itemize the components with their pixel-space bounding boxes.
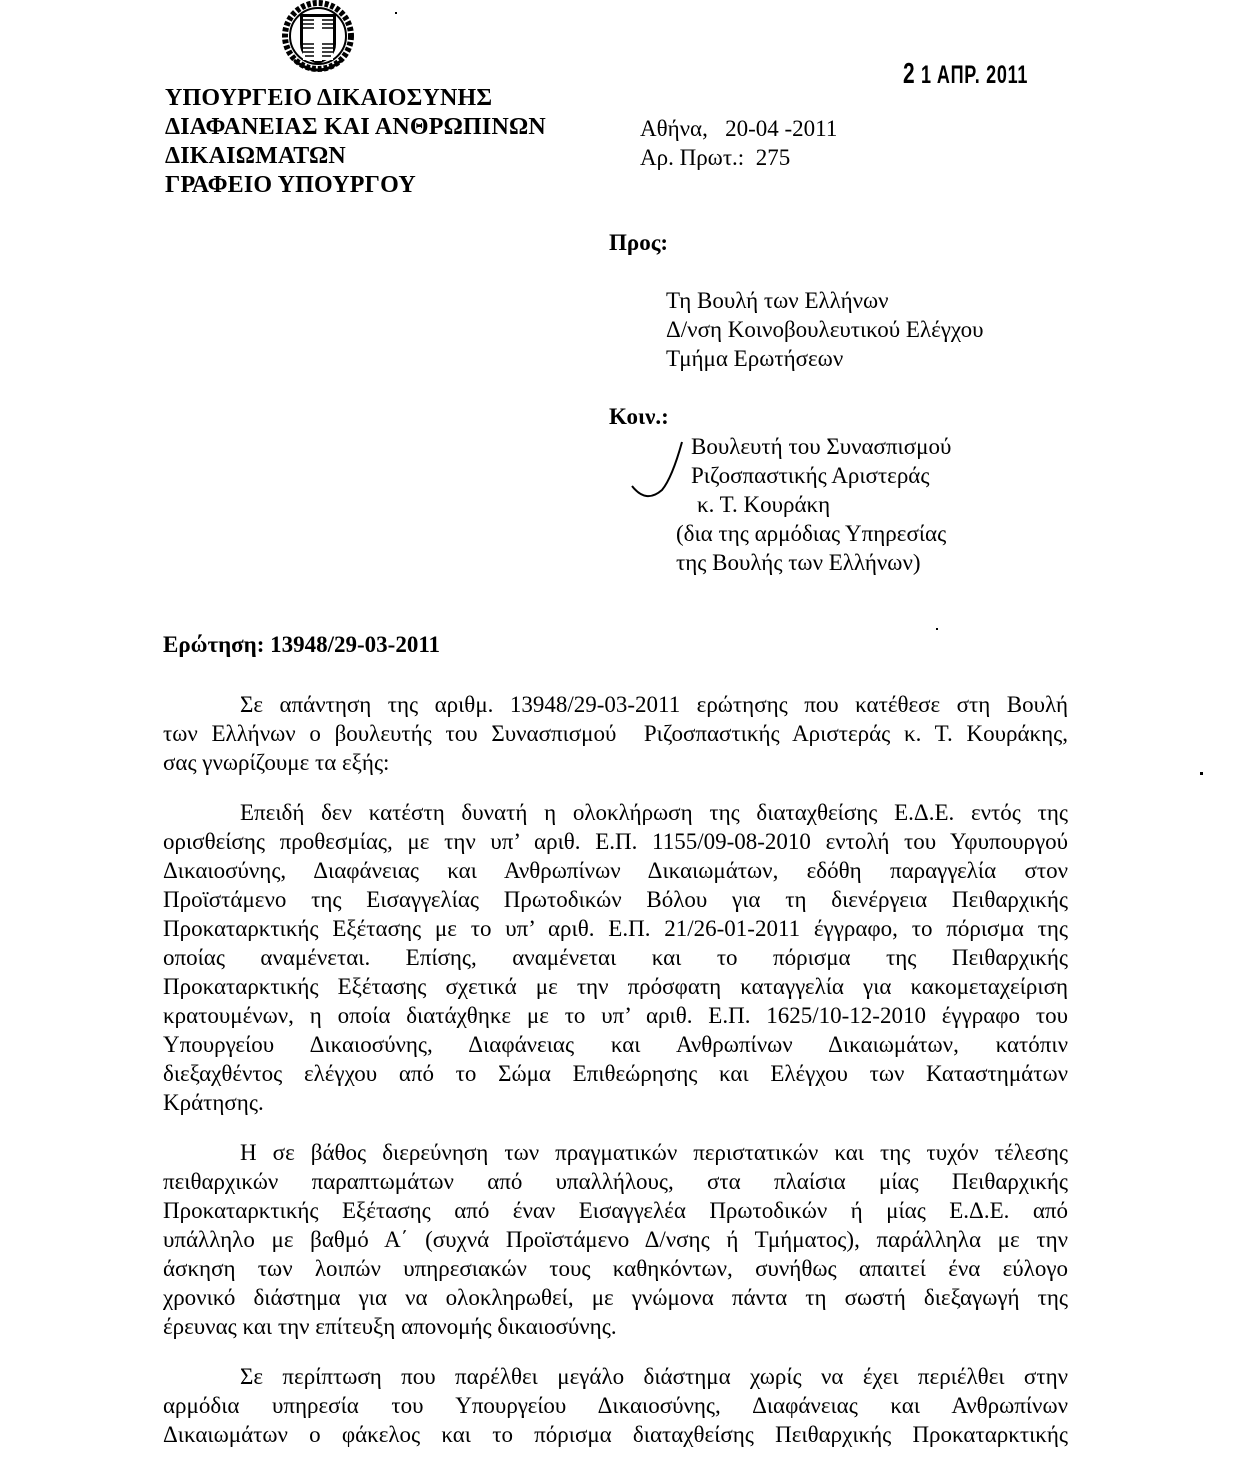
body-line: Προκαταρκτικής Εξέτασης από έναν Εισαγγελέα Πρωτοδικών ή μίας Ε.Δ.Ε. από xyxy=(163,1198,1068,1223)
body-line: Η σε βάθος διερεύνηση των πραγματικών περιστατικών και της τυχόν τέλεσης xyxy=(240,1140,1068,1165)
to-label: Προς: xyxy=(609,230,669,255)
cc-recipients xyxy=(676,432,951,577)
to-recipient-line: Δ/νση Κοινοβουλευτικού Ελέγχου xyxy=(666,317,984,342)
cc-recipient-line: κ. Τ. Κουράκη xyxy=(697,492,831,517)
ministry-line: ΔΙΚΑΙΩΜΑΤΩΝ xyxy=(165,143,346,169)
subject-line: Ερώτηση: 13948/29-03-2011 xyxy=(163,632,441,657)
protocol-number: Αρ. Πρωτ.: 275 xyxy=(640,145,791,170)
ministry-header xyxy=(165,84,546,200)
body-line: Σε περίπτωση που παρέλθει μεγάλο διάστημα χωρίς να έχει περιέλθει στην xyxy=(240,1364,1068,1389)
received-date-stamp xyxy=(903,58,1028,91)
body-line: ορισθείσης προθεσμίας, με την υπ’ αριθ. Ε.Π. 1155/09-08-2010 εντολή του Υφυπουργού xyxy=(163,829,1068,854)
body-line: Δικαιοσύνης, Διαφάνειας και Ανθρωπίνων Δικαιωμάτων, εδόθη παραγγελία στον xyxy=(163,858,1068,883)
body-line: Επειδή δεν κατέστη δυνατή η ολοκλήρωση της διαταχθείσης Ε.Δ.Ε. εντός της xyxy=(240,800,1068,825)
body-paragraph xyxy=(163,1138,1068,1341)
body-line: Υπουργείου Δικαιοσύνης, Διαφάνειας και Ανθρωπίνων Δικαιωμάτων, κατόπιν xyxy=(163,1032,1068,1057)
body-line: οποίας αναμένεται. Επίσης, αναμένεται και το πόρισμα της Πειθαρχικής xyxy=(163,945,1068,970)
body-line: κρατουμένων, η οποία διατάχθηκε με το υπ’ αριθ. Ε.Π. 1625/10-12-2010 έγγραφο του xyxy=(163,1003,1068,1028)
body-line: Σε απάντηση της αριθμ. 13948/29-03-2011 ερώτησης που κατέθεσε στη Βουλή xyxy=(240,692,1068,717)
cc-recipient-line: της Βουλής των Ελλήνων) xyxy=(676,550,921,575)
cc-recipient-line: Ριζοσπαστικής Αριστεράς xyxy=(691,463,930,488)
letter-body xyxy=(163,690,1068,1470)
body-line: πειθαρχικών παραπτωμάτων από υπαλλήλους, στα πλαίσια μίας Πειθαρχικής xyxy=(163,1169,1068,1194)
ministry-line: ΓΡΑΦΕΙΟ ΥΠΟΥΡΓΟΥ xyxy=(165,172,416,198)
to-recipient-line: Τμήμα Ερωτήσεων xyxy=(666,346,844,371)
body-line: αρμόδια υπηρεσία του Υπουργείου Δικαιοσύνης, Διαφάνειας και Ανθρωπίνων xyxy=(163,1393,1068,1418)
body-line: των Ελλήνων ο βουλευτής του Συνασπισμού Ριζοσπαστικής Αριστεράς κ. Τ. Κουράκης, xyxy=(163,721,1068,746)
to-recipient-line: Τη Βουλή των Ελλήνων xyxy=(666,288,889,313)
body-line: διεξαχθέντος ελέγχου από το Σώμα Επιθεώρησης και Ελέγχου των Καταστημάτων xyxy=(163,1061,1068,1086)
body-line: Δικαιωμάτων ο φάκελος και το πόρισμα διαταχθείσης Πειθαρχικής Προκαταρκτικής xyxy=(163,1422,1068,1447)
greek-coat-of-arms-icon xyxy=(280,0,356,76)
body-line: Κράτησης. xyxy=(163,1090,264,1115)
ministry-line: ΔΙΑΦΑΝΕΙΑΣ ΚΑΙ ΑΝΘΡΩΠΙΝΩΝ xyxy=(165,114,546,140)
cc-recipient-line: (δια της αρμόδιας Υπηρεσίας xyxy=(676,521,947,546)
body-paragraph xyxy=(163,1362,1068,1449)
scan-speck xyxy=(1200,772,1203,775)
body-paragraph xyxy=(163,690,1068,777)
document-meta xyxy=(640,114,837,172)
body-line: Προκαταρκτικής Εξέτασης με το υπ’ αριθ. Ε.Π. 21/26-01-2011 έγγραφο, το πόρισμα της xyxy=(163,916,1068,941)
place-date: Αθήνα, 20-04 -2011 xyxy=(640,116,838,141)
stamp-date-rest: 1 ΑΠΡ. 2011 xyxy=(915,61,1029,89)
ministry-line: ΥΠΟΥΡΓΕΙΟ ΔΙΚΑΙΟΣΥΝΗΣ xyxy=(165,85,493,111)
cc-recipient-line: Βουλευτή του Συνασπισμού xyxy=(691,434,952,459)
stamp-day-digit: 2 xyxy=(903,58,916,90)
body-line: σας γνωρίζουμε τα εξής: xyxy=(163,750,390,775)
body-line: χρονικό διάστημα για να ολοκληρωθεί, με γνώμονα πάντα τη σωστή διεξαγωγή της xyxy=(163,1285,1068,1310)
body-line: έρευνας και την επίτευξη απονομής δικαιοσύνης. xyxy=(163,1314,617,1339)
scan-speck xyxy=(936,628,938,630)
scan-speck xyxy=(395,12,397,14)
to-recipients xyxy=(666,286,984,373)
body-paragraph xyxy=(163,798,1068,1117)
cc-label: Κοιν.: xyxy=(609,404,669,429)
body-line: Προϊστάμενο της Εισαγγελίας Πρωτοδικών Βόλου για τη διενέργεια Πειθαρχικής xyxy=(163,887,1068,912)
body-line: Προκαταρκτικής Εξέτασης σχετικά με την πρόσφατη καταγγελία για κακομεταχείριση xyxy=(163,974,1068,999)
body-line: άσκηση των λοιπών υπηρεσιακών τους καθηκόντων, συνήθως απαιτεί ένα εύλογο xyxy=(163,1256,1068,1281)
body-line: υπάλληλο με βαθμό Α΄ (συχνά Προϊστάμενο Δ/νσης ή Τμήματος), παράλληλα με την xyxy=(163,1227,1068,1252)
